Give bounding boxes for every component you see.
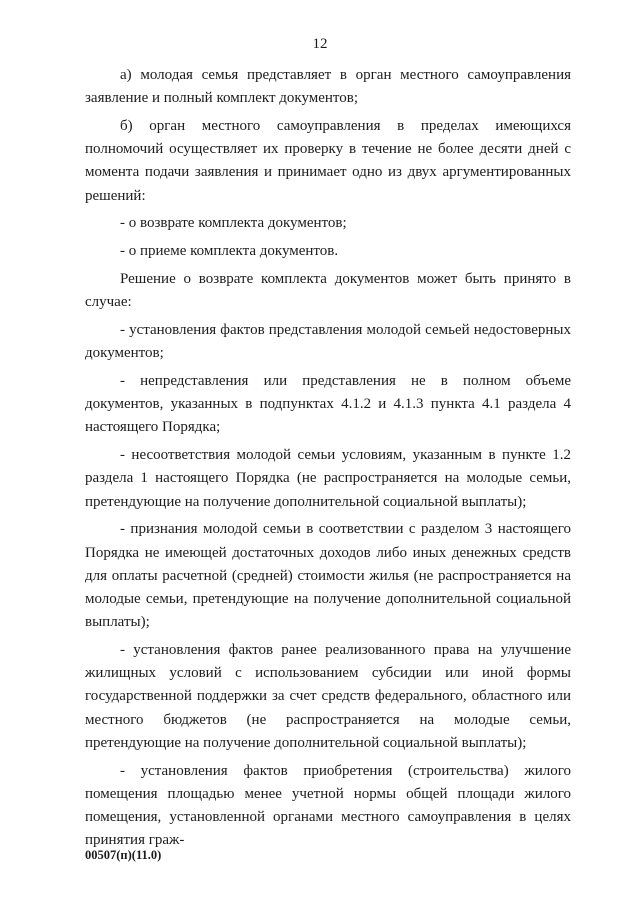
list-item-return: - о возврате комплекта документов;	[120, 215, 347, 232]
list-item-prior-right: - установления фактов ранее реализованного права на улучшение жилищных условий с использованием субсидии или иной формы государственной поддержки за счет средств федерального, областного или местного бюджетов (не распространяется на молодые семьи, претендующие на получение дополнительной социальной выплаты);	[85, 642, 571, 751]
list-item-false-documents: - установления фактов представления молодой семьей недостоверных документов;	[85, 322, 571, 362]
document-body	[85, 64, 571, 857]
page-number: 12	[312, 36, 328, 52]
list-item-noncompliance: - несоответствия молодой семьи условиям, указанным в пункте 1.2 раздела 1 настоящего Порядка (не распространяется на молодые семьи, претендующие на получение дополнительной социальной выплаты);	[85, 447, 571, 510]
paragraph-return-decision: Решение о возврате комплекта документов может быть принято в случае:	[85, 271, 571, 311]
list-item-small-dwelling: - установления фактов приобретения (строительства) жилого помещения площадью менее учетной нормы общей площади жилого помещения, установленной органами местного самоуправления в целях принятия граж-	[85, 762, 571, 849]
list-item-incomplete-documents: - непредставления или представления не в полном объеме документов, указанных в подпунктах 4.1.2 и 4.1.3 пункта 4.1 раздела 4 настоящего Порядка;	[85, 373, 571, 436]
footer-code: 00507(п)(11.0)	[85, 848, 162, 862]
list-item-insufficient-income: - признания молодой семьи в соответствии с разделом 3 настоящего Порядка не имеющей достаточных доходов либо иных денежных средств для оплаты расчетной (средней) стоимости жилья (не распространяется на молодые семьи, претендующие на получение дополнительной социальной выплаты);	[85, 521, 571, 631]
paragraph-b: б) орган местного самоуправления в пределах имеющихся полномочий осуществляет их проверку в течение не более десяти дней с момента подачи заявления и принимает одно из двух аргументированных решений:	[85, 118, 571, 204]
paragraph-a: а) молодая семья представляет в орган местного самоуправления заявление и полный комплект документов;	[85, 67, 571, 107]
list-item-accept: - о приеме комплекта документов.	[120, 243, 339, 260]
